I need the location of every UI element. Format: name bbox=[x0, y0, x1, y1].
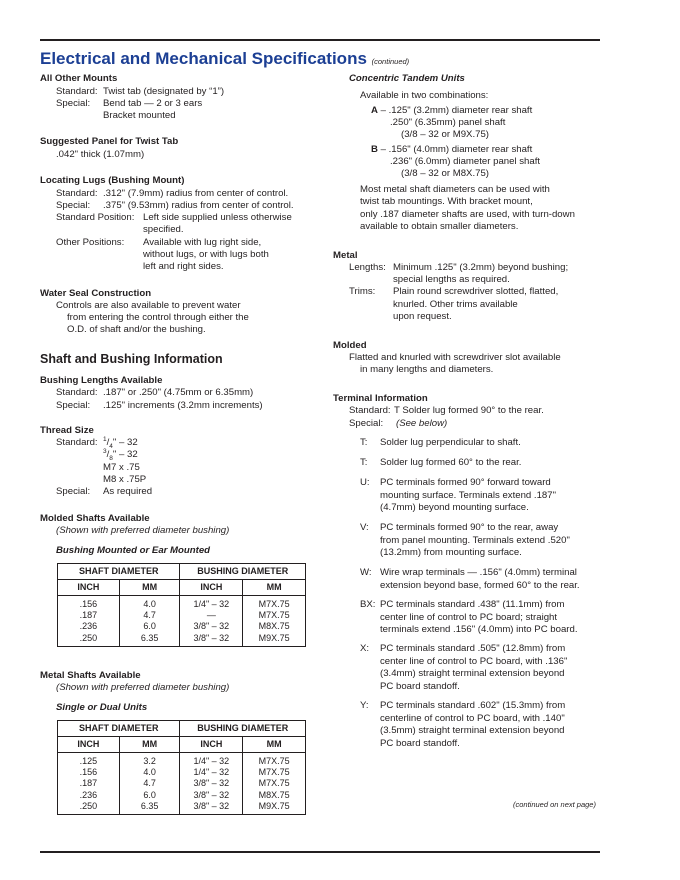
terminal-special-label: Special: bbox=[349, 418, 384, 429]
molded-shafts-table bbox=[57, 563, 306, 647]
concentric-a-line-2: .250" (6.35mm) panel shaft bbox=[390, 117, 506, 128]
terminal-item-text bbox=[380, 457, 521, 470]
bushing-special-value: .125" increments (3.2mm increments) bbox=[103, 400, 263, 411]
metal-trims-1: Plain round screwdriver slotted, flatted, bbox=[393, 286, 559, 297]
terminal-item-key: BX: bbox=[360, 599, 376, 610]
concentric-b-line-2: .236" (6.0mm) diameter panel shaft bbox=[390, 156, 541, 167]
table-col-header: MM bbox=[119, 737, 180, 753]
concentric-note-1: Most metal shaft diameters can be used with bbox=[360, 184, 550, 195]
terminal-item-key: W: bbox=[360, 567, 372, 578]
table-col-header: MM bbox=[243, 737, 306, 753]
table-group-header: SHAFT DIAMETER bbox=[58, 721, 180, 737]
metal-trims-2: knurled. Other trims available bbox=[393, 299, 518, 310]
terminal-item-line: PC terminals formed 90° forward toward bbox=[380, 477, 551, 488]
terminal-item-text bbox=[380, 700, 565, 750]
terminal-item-text bbox=[380, 522, 570, 560]
water-seal-line-1: Controls are also available to prevent water bbox=[56, 300, 241, 311]
terminal-item-line: terminals extend .156" (4.0mm) into PC board. bbox=[380, 624, 578, 636]
table-col-header: INCH bbox=[58, 737, 120, 753]
thread-special-value: As required bbox=[103, 486, 153, 497]
table-cell: .250 bbox=[79, 632, 98, 643]
terminal-item-text bbox=[380, 643, 567, 693]
terminal-special-value: (See below) bbox=[396, 418, 448, 429]
terminal-item-line: (3.4mm) straight terminal extension beyond bbox=[380, 668, 565, 680]
table-col-header: INCH bbox=[180, 580, 243, 596]
table-cell: M7X.75 bbox=[258, 599, 290, 609]
lugs-other-pos-label: Other Positions: bbox=[56, 237, 125, 248]
table-cell: 3/8" – 32 bbox=[193, 632, 230, 643]
thread-1-den: 4 bbox=[109, 442, 113, 450]
water-seal-line-2: from entering the control through either the bbox=[67, 312, 249, 323]
lugs-standard-value: .312" (7.9mm) radius from center of control. bbox=[103, 188, 289, 199]
table-cell: 6.35 bbox=[140, 800, 159, 811]
terminal-item-line: PC board standoff. bbox=[380, 737, 460, 749]
terminal-item-line: PC terminals standard .505" (12.8mm) from bbox=[380, 643, 566, 654]
terminal-item-text bbox=[380, 437, 521, 450]
lugs-std-pos-1: Left side supplied unless otherwise bbox=[143, 212, 292, 223]
table-cell: .187 bbox=[79, 778, 98, 789]
mounts-standard-value: Twist tab (designated by “1”) bbox=[103, 86, 225, 97]
table-column-cell bbox=[58, 596, 120, 647]
thread-2-rest: " – 32 bbox=[112, 449, 138, 460]
terminal-item-line: center line of control to PC board; straight bbox=[380, 611, 558, 623]
concentric-note-2: twist tab mountings. With bracket mount, bbox=[360, 196, 533, 207]
terminal-standard-label: Standard: bbox=[349, 405, 391, 416]
suggested-panel-heading: Suggested Panel for Twist Tab bbox=[40, 136, 179, 147]
thread-1-num: 1 bbox=[103, 435, 107, 443]
bushing-special-label: Special: bbox=[56, 400, 91, 411]
table-cell: 1/4" – 32 bbox=[193, 599, 230, 609]
terminal-item-line: Solder lug formed 60° to the rear. bbox=[380, 457, 522, 468]
table-group-header: BUSHING DIAMETER bbox=[180, 721, 306, 737]
molded-shafts-subheading: Bushing Mounted or Ear Mounted bbox=[56, 545, 211, 556]
terminal-item-line: (13.2mm) from mounting surface. bbox=[380, 547, 522, 559]
metal-shafts-subheading: Single or Dual Units bbox=[56, 702, 148, 713]
thread-2-num: 3 bbox=[103, 447, 107, 455]
table-cell: 3/8" – 32 bbox=[193, 789, 230, 800]
thread-value-1: $^1/_4$" – 32 bbox=[103, 435, 138, 450]
table-cell: 3/8" – 32 bbox=[193, 778, 230, 789]
table-cell: .250 bbox=[79, 800, 98, 811]
terminal-heading: Terminal Information bbox=[333, 393, 428, 404]
terminal-item-key: V: bbox=[360, 522, 369, 533]
continued-note: (continued) bbox=[371, 57, 410, 66]
concentric-a-line-1 bbox=[371, 105, 532, 118]
bushing-standard-label: Standard: bbox=[56, 387, 98, 398]
table-cell: .236 bbox=[79, 789, 98, 800]
top-rule bbox=[40, 39, 600, 41]
terminal-item-line: (4.7mm) beyond mounting surface. bbox=[380, 502, 529, 514]
terminal-item-line: PC terminals standard .438" (11.1mm) from bbox=[380, 599, 565, 610]
table-cell: 1/4" – 32 bbox=[193, 756, 230, 766]
table-column-cell bbox=[243, 753, 306, 815]
terminal-item-line: Wire wrap terminals — .156" (4.0mm) terminal bbox=[380, 567, 577, 578]
terminal-item-line: centerline of control to PC board, with .140" bbox=[380, 712, 565, 724]
mounts-special-value-1: Bend tab — 2 or 3 ears bbox=[103, 98, 203, 109]
continued-next-page: (continued on next page) bbox=[513, 800, 596, 809]
metal-lengths-2: special lengths as required. bbox=[393, 274, 510, 285]
table-column-cell bbox=[58, 753, 120, 815]
bushing-standard-value: .187" or .250" (4.75mm or 6.35mm) bbox=[103, 387, 254, 398]
terminal-item-text bbox=[380, 599, 578, 637]
table-cell: .187 bbox=[79, 610, 98, 621]
terminal-item-key: Y: bbox=[360, 700, 369, 711]
table-cell: M9X.75 bbox=[258, 800, 290, 811]
thread-value-2: $^3/_8$" – 32 bbox=[103, 447, 138, 462]
shaft-bushing-heading: Shaft and Bushing Information bbox=[40, 352, 223, 366]
table-cell: 4.0 bbox=[143, 767, 156, 778]
concentric-b-line-3: (3/8 – 32 or M8X.75) bbox=[401, 168, 489, 179]
molded-line-2: in many lengths and diameters. bbox=[360, 364, 494, 375]
concentric-a-key: A bbox=[371, 105, 378, 116]
table-col-header: MM bbox=[243, 580, 306, 596]
terminal-item-line: from panel mounting. Terminals extend .520" bbox=[380, 534, 570, 546]
molded-shafts-note: (Shown with preferred diameter bushing) bbox=[56, 525, 230, 536]
mounts-special-value-2: Bracket mounted bbox=[103, 110, 176, 121]
table-cell: .156 bbox=[79, 767, 98, 778]
table-column-cell bbox=[180, 753, 243, 815]
metal-lengths-label: Lengths: bbox=[349, 262, 386, 273]
table-cell: 4.0 bbox=[143, 599, 156, 609]
table-cell: .156 bbox=[79, 599, 98, 609]
table-cell: .236 bbox=[79, 621, 98, 632]
table-cell: 4.7 bbox=[143, 778, 156, 789]
concentric-note-3: only .187 diameter shafts are used, with turn-down bbox=[360, 209, 575, 220]
lugs-std-pos-2: specified. bbox=[143, 224, 184, 235]
table-column-cell bbox=[119, 596, 180, 647]
bushing-lengths-heading: Bushing Lengths Available bbox=[40, 375, 163, 386]
table-column-cell bbox=[243, 596, 306, 647]
lugs-other-pos-2: without lugs, or with lugs both bbox=[143, 249, 269, 260]
lugs-special-value: .375" (9.53mm) radius from center of control. bbox=[103, 200, 294, 211]
metal-lengths-1: Minimum .125" (3.2mm) beyond bushing; bbox=[393, 262, 569, 273]
table-cell: M7X.75 bbox=[258, 767, 290, 778]
metal-shafts-note: (Shown with preferred diameter bushing) bbox=[56, 682, 230, 693]
terminal-item-line: (3.5mm) straight terminal extension beyond bbox=[380, 725, 565, 737]
terminal-item-line: PC terminals formed 90° to the rear, away bbox=[380, 522, 559, 533]
table-cell: M7X.75 bbox=[258, 778, 290, 789]
lugs-special-label: Special: bbox=[56, 200, 91, 211]
page-title-text: Electrical and Mechanical Specifications bbox=[40, 49, 367, 68]
lugs-other-pos-3: left and right sides. bbox=[143, 261, 224, 272]
table-cell: 6.35 bbox=[140, 632, 159, 643]
concentric-a-text: – .125" (3.2mm) diameter rear shaft bbox=[377, 105, 533, 116]
terminal-item-line: PC terminals standard .602" (15.3mm) from bbox=[380, 700, 566, 711]
thread-size-heading: Thread Size bbox=[40, 425, 94, 436]
water-seal-heading: Water Seal Construction bbox=[40, 288, 152, 299]
mounts-special-label: Special: bbox=[56, 98, 91, 109]
table-cell: M8X.75 bbox=[258, 621, 290, 632]
table-cell: 3/8" – 32 bbox=[193, 800, 230, 811]
terminal-item-key: X: bbox=[360, 643, 370, 654]
table-cell: 6.0 bbox=[143, 621, 156, 632]
terminal-item-key: T: bbox=[360, 437, 368, 448]
table-cell: 6.0 bbox=[143, 789, 156, 800]
concentric-b-key: B bbox=[371, 144, 378, 155]
molded-heading: Molded bbox=[333, 340, 367, 351]
table-cell: 1/4" – 32 bbox=[193, 767, 230, 778]
lugs-standard-label: Standard: bbox=[56, 188, 98, 199]
metal-shafts-heading: Metal Shafts Available bbox=[40, 670, 141, 681]
table-cell: 3/8" – 32 bbox=[193, 621, 230, 632]
table-col-header: MM bbox=[119, 580, 180, 596]
terminal-item-line: mounting surface. Terminals extend .187" bbox=[380, 489, 557, 501]
page-title bbox=[40, 49, 409, 72]
bottom-rule bbox=[40, 851, 600, 853]
table-group-header: SHAFT DIAMETER bbox=[58, 564, 180, 580]
locating-lugs-heading: Locating Lugs (Bushing Mount) bbox=[40, 175, 185, 186]
thread-special-label: Special: bbox=[56, 486, 91, 497]
metal-trims-3: upon request. bbox=[393, 311, 452, 322]
terminal-standard-value: T Solder lug formed 90° to the rear. bbox=[394, 405, 544, 416]
terminal-item-line: Solder lug perpendicular to shaft. bbox=[380, 437, 521, 448]
water-seal-line-3: O.D. of shaft and/or the bushing. bbox=[67, 324, 206, 335]
all-other-mounts-heading: All Other Mounts bbox=[40, 73, 118, 84]
concentric-b-line-1 bbox=[371, 144, 532, 157]
table-cell: M8X.75 bbox=[258, 789, 290, 800]
table-cell: — bbox=[206, 610, 216, 621]
table-cell: M7X.75 bbox=[258, 610, 290, 621]
lugs-std-pos-label: Standard Position: bbox=[56, 212, 135, 223]
terminal-item-line: center line of control to PC board, with .136" bbox=[380, 655, 568, 667]
thread-standard-label: Standard: bbox=[56, 437, 98, 448]
terminal-item-key: U: bbox=[360, 477, 370, 488]
table-cell: M9X.75 bbox=[258, 632, 290, 643]
table-group-header: BUSHING DIAMETER bbox=[180, 564, 306, 580]
metal-shafts-table bbox=[57, 720, 306, 815]
table-cell: .125 bbox=[79, 756, 98, 766]
metal-trims-label: Trims: bbox=[349, 286, 376, 297]
table-column-cell bbox=[119, 753, 180, 815]
table-column-cell bbox=[180, 596, 243, 647]
concentric-b-text: – .156" (4.0mm) diameter rear shaft bbox=[377, 144, 533, 155]
thread-value-3: M7 x .75 bbox=[103, 462, 140, 473]
mounts-standard-label: Standard: bbox=[56, 86, 98, 97]
concentric-heading: Concentric Tandem Units bbox=[349, 73, 465, 84]
concentric-intro: Available in two combinations: bbox=[360, 90, 489, 101]
terminal-item-line: extension beyond base, formed 60° to the rear. bbox=[380, 579, 580, 591]
table-cell: 4.7 bbox=[143, 610, 156, 621]
lugs-other-pos-1: Available with lug right side, bbox=[143, 237, 262, 248]
table-col-header: INCH bbox=[180, 737, 243, 753]
suggested-panel-value: .042" thick (1.07mm) bbox=[56, 149, 145, 160]
terminal-item-text bbox=[380, 567, 580, 592]
thread-1-rest: " – 32 bbox=[112, 437, 138, 448]
molded-shafts-heading: Molded Shafts Available bbox=[40, 513, 150, 524]
table-cell: M7X.75 bbox=[258, 756, 290, 766]
thread-2-den: 8 bbox=[109, 454, 113, 462]
metal-heading: Metal bbox=[333, 250, 358, 261]
concentric-a-line-3: (3/8 – 32 or M9X.75) bbox=[401, 129, 489, 140]
terminal-item-line: PC board standoff. bbox=[380, 680, 460, 692]
terminal-item-key: T: bbox=[360, 457, 368, 468]
concentric-note-4: available to obtain smaller diameters. bbox=[360, 221, 519, 232]
terminal-item-text bbox=[380, 477, 556, 515]
table-cell: 3.2 bbox=[143, 756, 156, 766]
thread-value-4: M8 x .75P bbox=[103, 474, 147, 485]
table-col-header: INCH bbox=[58, 580, 120, 596]
molded-line-1: Flatted and knurled with screwdriver slot available bbox=[349, 352, 561, 363]
